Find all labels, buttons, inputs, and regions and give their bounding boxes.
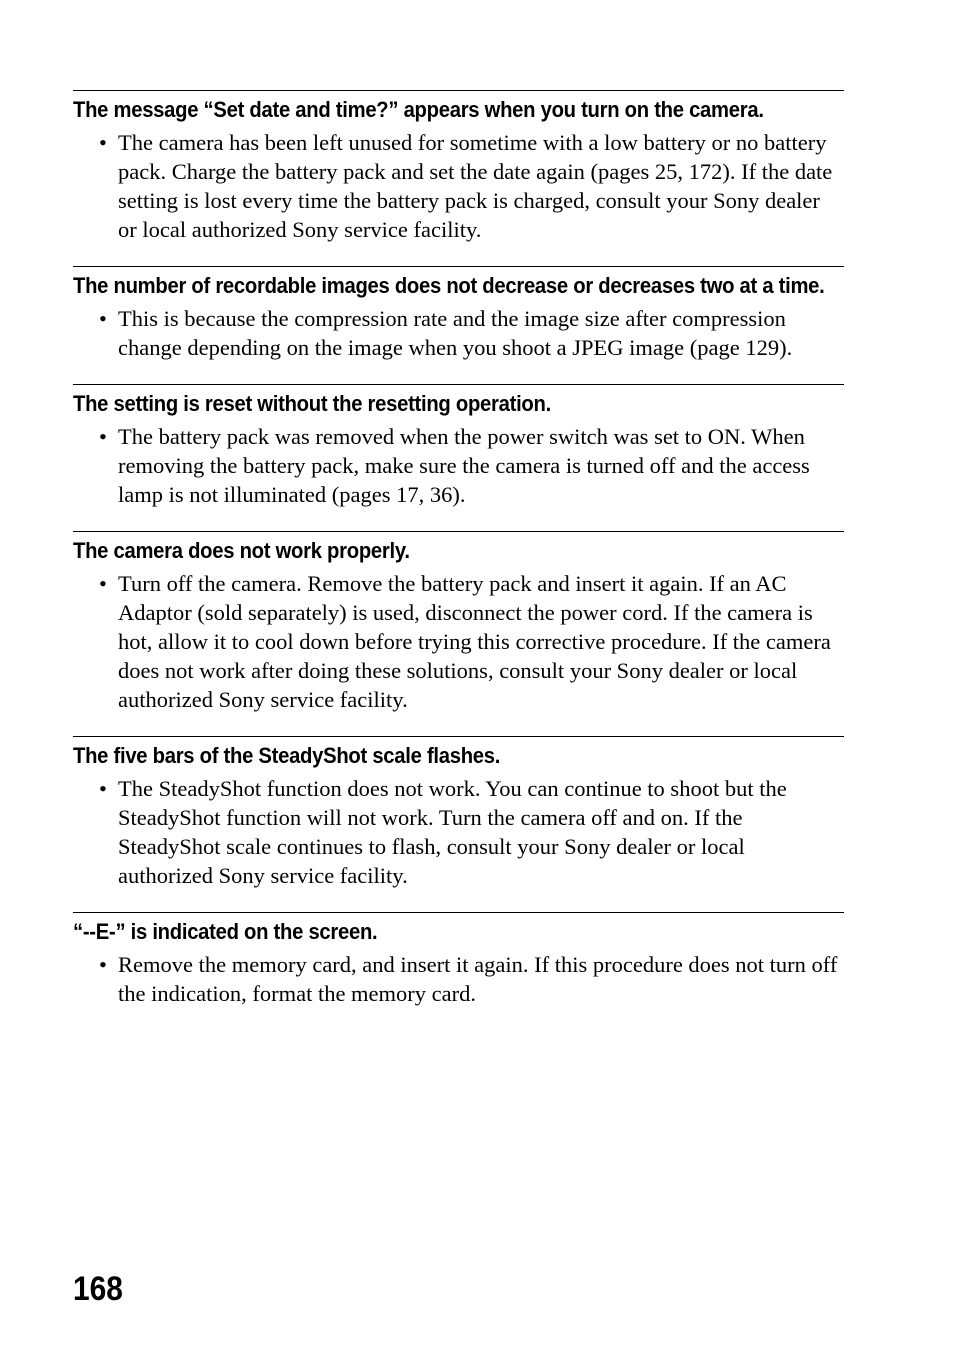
bullet-mark: • <box>99 571 107 596</box>
list-item-text: Turn off the camera. Remove the battery pack and insert it again. If an AC Adaptor (sold separately) is used, disconnect the power cord. If the camera is hot, allow it to cool down before trying this corrective procedure. If the camera does not work after doing these solutions, consult your Sony dealer or local authorized Sony service facility. <box>118 571 831 712</box>
list-item-text: The battery pack was removed when the power switch was set to ON. When removing the battery pack, make sure the camera is turned off and the access lamp is not illuminated (pages 17, 36). <box>118 424 810 507</box>
section-heading: The camera does not work properly. <box>73 538 410 563</box>
section-camera-not-working <box>73 531 844 714</box>
section-heading: The setting is reset without the resetting operation. <box>73 391 551 416</box>
list-item <box>73 128 844 244</box>
bullet-mark: • <box>99 130 107 155</box>
list-item <box>73 422 844 509</box>
list-item <box>73 304 844 362</box>
bullet-mark: • <box>99 424 107 449</box>
list-item-text: Remove the memory card, and insert it again. If this procedure does not turn off the indication, format the memory card. <box>118 952 838 1006</box>
section-heading: “--E-” is indicated on the screen. <box>73 919 378 944</box>
troubleshooting-content <box>73 90 844 1030</box>
bullet-list <box>73 950 844 1008</box>
bullet-mark: • <box>99 776 107 801</box>
bullet-list <box>73 128 844 244</box>
bullet-mark: • <box>99 306 107 331</box>
bullet-list <box>73 422 844 509</box>
section-heading: The message “Set date and time?” appears when you turn on the camera. <box>73 97 764 122</box>
section-heading: The five bars of the SteadyShot scale flashes. <box>73 743 501 768</box>
section-recordable-images <box>73 266 844 362</box>
section-set-date-time <box>73 90 844 244</box>
section-e-indicated <box>73 912 844 1008</box>
list-item <box>73 774 844 890</box>
page-number: 168 <box>73 1270 123 1308</box>
bullet-list <box>73 774 844 890</box>
bullet-mark: • <box>99 952 107 977</box>
list-item-text: This is because the compression rate and the image size after compression change depending on the image when you shoot a JPEG image (page 129). <box>118 306 793 360</box>
bullet-list <box>73 304 844 362</box>
list-item-text: The camera has been left unused for sometime with a low battery or no battery pack. Charge the battery pack and set the date again (pages 25, 172). If the date setting is lost every time the battery pack is charged, consult your Sony dealer or local authorized Sony service facility. <box>118 130 833 242</box>
list-item-text: The SteadyShot function does not work. You can continue to shoot but the SteadyShot function will not work. Turn the camera off and on. If the SteadyShot scale continues to flash, consult your Sony dealer or local authorized Sony service facility. <box>118 776 787 888</box>
section-heading: The number of recordable images does not decrease or decreases two at a time. <box>73 273 825 298</box>
list-item <box>73 569 844 714</box>
bullet-list <box>73 569 844 714</box>
list-item <box>73 950 844 1008</box>
section-setting-reset <box>73 384 844 509</box>
section-steadyshot-flashes <box>73 736 844 890</box>
